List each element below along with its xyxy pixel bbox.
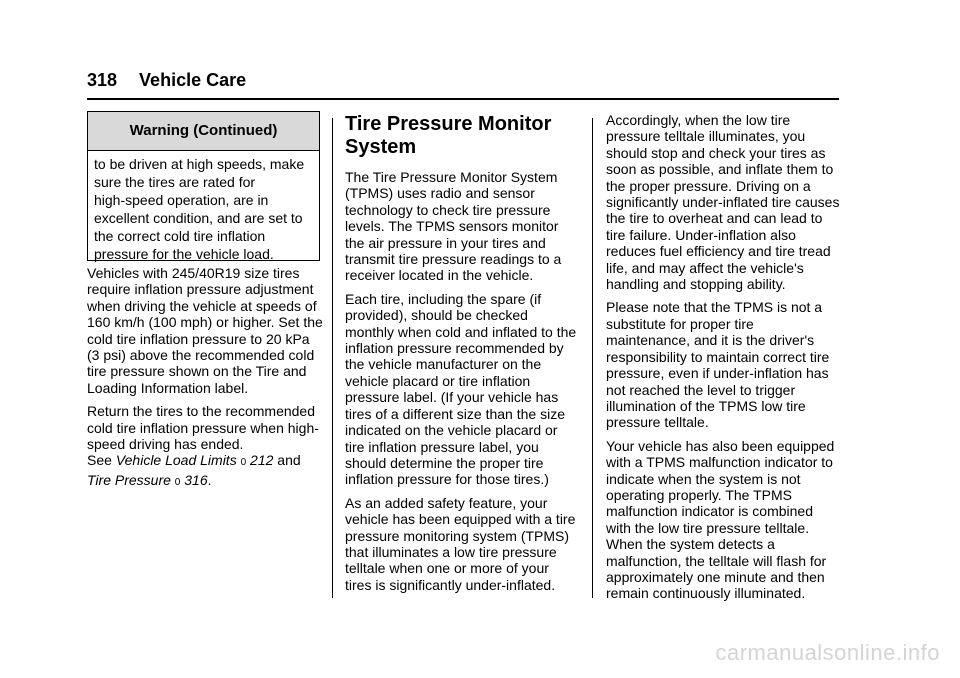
- paragraph: As an added safety feature, your vehicle has been equipped with a tire pressure monitoring system (TPMS) that illuminates a low tire pressure telltale when one or more of your tires is significantly under-inflated.: [345, 494, 576, 593]
- section-title: Vehicle Care: [139, 70, 247, 90]
- see-label: See: [87, 452, 112, 469]
- column-right: [606, 112, 840, 609]
- warning-line: to be driven at high speeds, make: [94, 156, 305, 172]
- and-label: and: [277, 452, 301, 469]
- warning-body: [88, 151, 319, 263]
- warning-box: [87, 111, 320, 261]
- header-rule: [87, 98, 839, 100]
- section-heading: Tire Pressure Monitor System: [345, 113, 552, 158]
- period: .: [207, 471, 212, 488]
- column-divider: [592, 118, 593, 598]
- page-arrow-icon: 0: [240, 457, 247, 469]
- paragraph: Accordingly, when the low tire pressure telltale illuminates, you should stop and check your tires as soon as possible, and inflate them to the proper pressure. Driving on a significantly under-inflated tire causes the tire to overheat and can lead to tire failure. Under-inflation also reduces fuel efficiency and tire tread life, and may affect the vehicle's handling and stopping ability.: [606, 112, 840, 293]
- paragraph: [87, 403, 323, 491]
- page-header: [87, 69, 246, 91]
- warning-line: high-speed operation, are in: [94, 192, 269, 208]
- column-middle: [345, 113, 577, 600]
- warning-line: sure the tires are rated for: [94, 174, 256, 190]
- paragraph: The Tire Pressure Monitor System (TPMS) uses radio and sensor technology to check tire pressure levels. The TPMS sensors monitor the air pressure in your tires and transmit tire pressure readings to a receiver located in the vehicle.: [345, 169, 562, 284]
- warning-line: excellent condition, and are set to: [94, 210, 303, 226]
- reference-page[interactable]: 212: [250, 452, 274, 469]
- paragraph: Please note that the TPMS is not a substitute for proper tire maintenance, and it is the driver's responsibility to maintain correct tire pressure, even if under-inflation has not reached the level to trigger illumination of the TPMS low tire pressure telltale.: [606, 299, 830, 431]
- warning-title: Warning (Continued): [88, 112, 319, 151]
- column-divider: [332, 118, 333, 598]
- column-left: [87, 265, 323, 498]
- warning-line: the correct cold tire inflation: [94, 228, 266, 244]
- reference-page[interactable]: 316: [184, 471, 208, 488]
- cross-reference: [87, 452, 323, 491]
- reference-link-tire-pressure[interactable]: Tire Pressure: [87, 471, 171, 488]
- watermark: carmanualsonline.info: [715, 640, 940, 665]
- warning-line: pressure for the vehicle load.: [94, 246, 274, 262]
- paragraph: Vehicles with 245/40R19 size tires require inflation pressure adjustment when driving the vehicle at speeds of 160 km/h (100 mph) or higher. Set the cold tire inflation pressure to 20 kPa (3 psi) above the recommended cold tire pressure shown on the Tire and Loading Information label.: [87, 265, 323, 396]
- page-number: 318: [87, 70, 118, 90]
- paragraph-text: Return the tires to the recommended cold tire inflation pressure when high-speed driving has ended.: [87, 403, 319, 453]
- page-arrow-icon: 0: [174, 476, 181, 488]
- paragraph: Each tire, including the spare (if provided), should be checked monthly when cold and inflated to the inflation pressure recommended by the vehicle manufacturer on the vehicle placard or tire inflation pressure label. (If your vehicle has tires of a different size than the size indicated on the vehicle placard or tire inflation pressure label, you should determine the proper tire inflation pressure for those tires.): [345, 290, 577, 488]
- paragraph: Your vehicle has also been equipped with a TPMS malfunction indicator to indicate when the system is not operating properly. The TPMS malfunction indicator is combined with the low tire pressure telltale. When the system detects a malfunction, the telltale will flash for approximately one minute and then remain continuously illuminated.: [606, 437, 835, 602]
- reference-link-vehicle-load-limits[interactable]: Vehicle Load Limits: [115, 452, 237, 469]
